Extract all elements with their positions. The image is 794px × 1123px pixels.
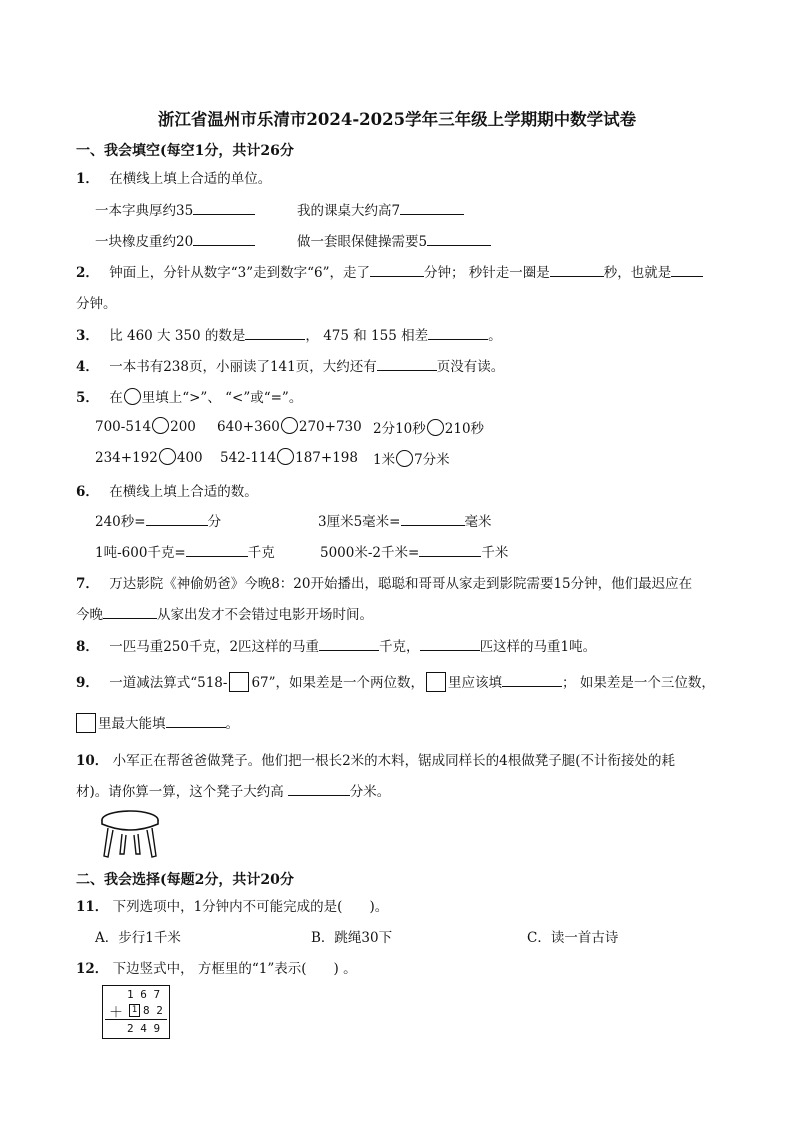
question-9-cont <box>76 712 239 733</box>
answer-blank[interactable] <box>146 513 208 526</box>
q5-item <box>95 417 196 435</box>
square-blank-icon <box>426 672 446 692</box>
question-number: 2． <box>76 265 99 281</box>
q5-item <box>373 417 484 437</box>
question-6 <box>76 480 258 500</box>
answer-blank[interactable] <box>193 233 255 246</box>
item-text: 我的课桌大约高7 <box>297 203 401 219</box>
answer-blank[interactable] <box>103 606 157 619</box>
unit-text: 毫米 <box>464 514 492 530</box>
question-3 <box>76 324 502 344</box>
question-text: 今晚 <box>76 607 103 623</box>
compare-circle[interactable] <box>159 448 176 465</box>
item-text: 做一套眼保健操需要5 <box>297 234 428 250</box>
question-9 <box>76 671 715 692</box>
question-10-cont <box>76 780 390 800</box>
answer-blank[interactable] <box>401 513 465 526</box>
compare-right: 400 <box>176 450 203 466</box>
q1-item-a <box>95 199 255 219</box>
question-text: 里填上“>”、 “<”或“=”。 <box>141 390 303 406</box>
question-text: 分米。 <box>349 784 391 800</box>
item-text: 240秒= <box>95 514 146 530</box>
page-title: 浙江省温州市乐清市2024-2025学年三年级上学期期中数学试卷 <box>157 110 637 129</box>
question-text: 万达影院《神偷奶爸》今晚8：20开始播出，聪聪和哥哥从家走到影院需要15分钟，他们最迟应在 <box>109 576 693 592</box>
q6-item-a <box>95 510 221 530</box>
question-text: 一匹马重250千克，2匹这样的马重 <box>109 639 320 655</box>
compare-circle[interactable] <box>152 417 169 434</box>
vertical-calculation <box>102 985 170 1039</box>
question-text: 分钟； 秒针走一圈是 <box>424 265 550 281</box>
question-7 <box>76 572 692 592</box>
q6-item-b <box>318 510 492 530</box>
answer-blank[interactable] <box>428 327 488 340</box>
question-8 <box>76 635 596 655</box>
question-11 <box>76 895 388 915</box>
question-text: 里应该填 <box>448 675 503 691</box>
answer-blank[interactable] <box>370 264 424 277</box>
q6-item-d <box>320 541 508 561</box>
item-text: 一本字典厚约35 <box>95 203 194 219</box>
calc-top-number: 1 6 7 <box>127 988 161 1001</box>
question-7-cont <box>76 603 373 623</box>
compare-right: 210秒 <box>444 421 485 437</box>
compare-left: 234+192 <box>95 450 158 466</box>
question-text: 一道减法算式“518- <box>109 675 228 691</box>
question-number: 11． <box>76 899 109 915</box>
answer-blank[interactable] <box>419 544 481 557</box>
question-1 <box>76 167 271 187</box>
question-text: 千克， <box>379 639 420 655</box>
question-2 <box>76 261 703 281</box>
question-2-cont: 分钟。 <box>76 296 117 312</box>
q1-item-b <box>297 199 464 219</box>
compare-left: 700-514 <box>95 419 152 435</box>
answer-blank[interactable] <box>245 327 305 340</box>
question-5 <box>76 386 302 406</box>
q1-item-d <box>297 230 491 250</box>
q5-item <box>373 448 450 468</box>
question-number: 8． <box>76 639 99 655</box>
question-text: ， 475 和 155 相差 <box>305 328 429 344</box>
question-number: 6． <box>76 484 99 500</box>
q6-item-c <box>95 541 275 561</box>
section-2-heading: 二、我会选择(每题2分，共计20分 <box>76 872 294 888</box>
compare-left: 640+360 <box>217 419 280 435</box>
answer-blank[interactable] <box>400 202 464 215</box>
compare-circle[interactable] <box>281 417 298 434</box>
circle-blank-icon <box>124 388 141 405</box>
compare-right: 200 <box>170 419 196 435</box>
square-blank-icon <box>76 713 96 733</box>
answer-blank[interactable] <box>420 638 480 651</box>
question-text: 在 <box>109 390 123 406</box>
compare-left: 542-114 <box>220 450 277 466</box>
question-4 <box>76 355 504 375</box>
compare-left: 2分10秒 <box>373 421 426 437</box>
stool-icon <box>100 808 162 862</box>
unit-text: 分 <box>207 514 222 530</box>
item-text: 一块橡皮重约20 <box>95 234 194 250</box>
compare-right: 270+730 <box>298 419 362 435</box>
compare-circle[interactable] <box>396 450 413 467</box>
question-number: 12． <box>76 961 109 977</box>
question-text: 材)。请你算一算，这个凳子大约高 <box>76 784 284 800</box>
question-text: 里最大能填 <box>98 716 166 732</box>
calc-second-number: 8 2 <box>143 1004 163 1017</box>
question-text: 秒，也就是 <box>603 265 672 281</box>
compare-right: 187+198 <box>295 450 358 466</box>
question-number: 4． <box>76 359 99 375</box>
unit-text: 千米 <box>481 545 509 561</box>
option-c[interactable]: C．读一首古诗 <box>527 930 619 946</box>
question-12 <box>76 957 357 977</box>
calc-box: 1 <box>129 1004 140 1017</box>
answer-blank[interactable] <box>193 202 255 215</box>
calc-plus-sign: ＋ <box>109 1005 123 1021</box>
calc-result: 2 4 9 <box>127 1022 161 1035</box>
question-text: 一本书有238页，小丽读了141页，大约还有 <box>109 359 377 375</box>
compare-circle[interactable] <box>277 448 294 465</box>
question-number: 10． <box>76 753 109 769</box>
question-text: 下列选项中，1分钟内不可能完成的是( )。 <box>112 899 389 915</box>
answer-blank[interactable] <box>166 715 226 728</box>
unit-text: 千克 <box>247 545 275 561</box>
option-b[interactable]: B．跳绳30下 <box>311 930 393 946</box>
calc-line <box>105 1019 167 1020</box>
option-a[interactable]: A．步行1千米 <box>95 930 181 946</box>
answer-blank[interactable] <box>427 233 491 246</box>
section-1-heading: 一、我会填空(每空1分，共计26分 <box>76 143 294 159</box>
item-text: 3厘米5毫米= <box>318 514 401 530</box>
question-number: 1． <box>76 171 99 187</box>
question-text: 下边竖式中， 方框里的“1”表示( ) 。 <box>112 961 357 977</box>
question-text: 匹这样的马重1吨。 <box>479 639 597 655</box>
question-text: ； 如果差是一个三位数， <box>562 675 715 691</box>
answer-blank[interactable] <box>288 783 350 796</box>
square-blank[interactable] <box>229 672 249 692</box>
question-text: 从家出发才不会错过电影开场时间。 <box>157 607 373 623</box>
question-text: 钟面上，分针从数字“3”走到数字“6”，走了 <box>109 265 370 281</box>
compare-right: 7分米 <box>414 452 450 468</box>
item-text: 5000米-2千米= <box>320 545 420 561</box>
compare-left: 1米 <box>373 452 396 468</box>
question-text: 比 460 大 350 的数是 <box>109 328 246 344</box>
question-number: 7． <box>76 576 99 592</box>
question-text: 。 <box>225 716 239 732</box>
q5-item <box>217 417 362 435</box>
question-text: 67”，如果差是一个两位数， <box>251 675 425 691</box>
q1-item-c <box>95 230 255 250</box>
answer-blank[interactable] <box>319 638 379 651</box>
q5-item <box>95 448 203 466</box>
q5-item <box>220 448 358 466</box>
answer-blank[interactable] <box>671 264 703 277</box>
question-text: 小军正在帮爸爸做凳子。他们把一根长2米的木料，锯成同样长的4根做凳子腿(不计衔接处的耗 <box>112 753 676 769</box>
question-text: 。 <box>488 328 502 344</box>
question-text: 在横线上填上合适的单位。 <box>109 171 272 187</box>
compare-circle[interactable] <box>427 419 444 436</box>
question-number: 3． <box>76 328 99 344</box>
answer-blank[interactable] <box>550 264 604 277</box>
answer-blank[interactable] <box>502 674 562 687</box>
answer-blank[interactable] <box>377 358 437 371</box>
question-text: 页没有读。 <box>436 359 505 375</box>
answer-blank[interactable] <box>186 544 248 557</box>
item-text: 1吨-600千克= <box>95 545 186 561</box>
question-number: 5． <box>76 390 99 406</box>
question-text: 在横线上填上合适的数。 <box>109 484 258 500</box>
question-number: 9． <box>76 675 99 691</box>
question-10 <box>76 749 675 769</box>
